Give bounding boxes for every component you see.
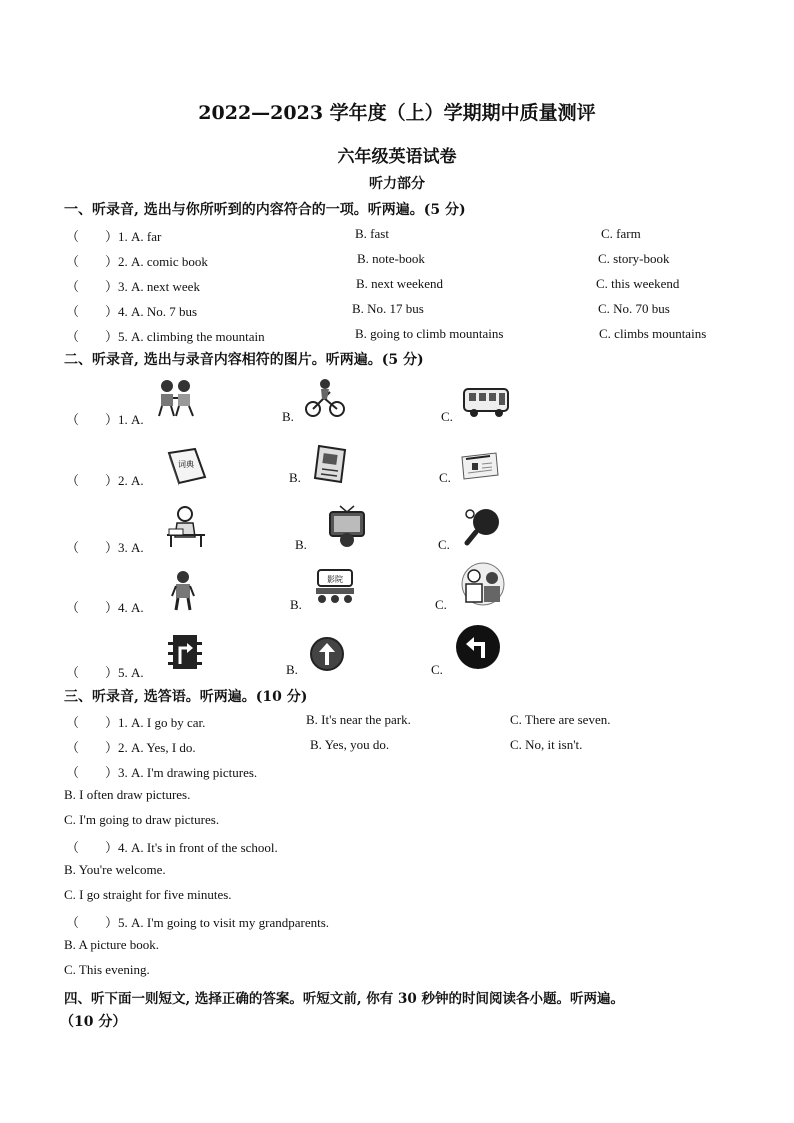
newspaper-icon	[460, 451, 500, 481]
s3-q4-c: C. I go straight for five minutes.	[64, 887, 232, 902]
s2-q3-b: B.	[295, 537, 307, 552]
s2-q1-b: B.	[282, 409, 294, 424]
bus-icon	[462, 386, 512, 418]
turn-left-sign-icon	[455, 624, 501, 670]
s3-q2-b: B. Yes, you do.	[310, 737, 390, 752]
cinema-icon	[314, 566, 356, 606]
s2-q2-label: （ ）2. A.	[66, 473, 144, 488]
part-label: 听力部分	[369, 176, 425, 192]
s3-q5-c: C. This evening.	[64, 962, 150, 977]
s3-q4-a: （ ）4. A. It's in front of the school.	[66, 840, 278, 855]
s1-q2-c: C. story-book	[598, 251, 670, 266]
s3-q2-c: C. No, it isn't.	[510, 737, 583, 752]
s1-q5-c: C. climbs mountains	[599, 326, 707, 341]
section4-heading: 四、听下面一则短文, 选择正确的答案。听短文前, 你有 30 秒钟的时间阅读各小题。听两遍。	[64, 991, 624, 1007]
dictionary-icon	[165, 447, 209, 487]
section1-heading: 一、听录音, 选出与你所听到的内容符合的一项。听两遍。(5 分)	[64, 202, 466, 218]
s3-q3-a: （ ）3. A. I'm drawing pictures.	[66, 765, 258, 780]
s1-q4-a: （ ）4. A. No. 7 bus	[66, 304, 198, 319]
girl-riding-bike-icon	[304, 378, 346, 418]
s2-q2-c: C.	[439, 470, 451, 485]
doctor-patient-icon	[458, 562, 508, 606]
s2-q4-b: B.	[290, 597, 302, 612]
cinema-word: 影院	[327, 575, 343, 584]
dictionary-word: 词典	[178, 460, 194, 469]
s2-q3-c: C.	[438, 537, 450, 552]
watching-tv-icon	[318, 502, 376, 548]
s1-q5-a: （ ）5. A. climbing the mountain	[66, 329, 265, 344]
s3-q1-a: （ ）1. A. I go by car.	[66, 715, 206, 730]
boy-standing-icon	[170, 570, 196, 612]
s1-q1-b: B. fast	[355, 226, 389, 241]
exam-subtitle: 六年级英语试卷	[337, 147, 457, 167]
section3-heading: 三、听录音, 选答语。听两遍。(10 分)	[64, 689, 308, 705]
s1-q3-c: C. this weekend	[596, 276, 680, 291]
s3-q3-c: C. I'm going to draw pictures.	[64, 812, 220, 827]
s2-q2-b: B.	[289, 470, 301, 485]
s2-q3-label: （ ）3. A.	[66, 540, 144, 555]
s1-q4-c: C. No. 70 bus	[598, 301, 670, 316]
s2-q1-c: C.	[441, 409, 453, 424]
girl-drawing-icon	[163, 505, 209, 549]
s1-q1-c: C. farm	[601, 226, 641, 241]
s1-q3-b: B. next weekend	[356, 276, 444, 291]
ping-pong-icon	[462, 506, 504, 546]
section2-heading: 二、听录音, 选出与录音内容相符的图片。听两遍。(5 分)	[64, 352, 424, 368]
page-title: 2022—2023 学年度（上）学期期中质量测评	[198, 102, 596, 124]
s3-q5-b: B. A picture book.	[64, 937, 159, 952]
s1-q1-a: （ ）1. A. far	[66, 229, 162, 244]
s2-q4-label: （ ）4. A.	[66, 600, 144, 615]
turn-right-sign-icon	[167, 634, 203, 670]
s3-q1-b: B. It's near the park.	[306, 712, 411, 727]
s2-q1-label: （ ）1. A.	[66, 412, 144, 427]
s2-q5-label: （ ）5. A.	[66, 665, 144, 680]
s2-q5-b: B.	[286, 662, 298, 677]
s1-q2-b: B. note-book	[357, 251, 425, 266]
s2-q5-c: C.	[431, 662, 443, 677]
s2-q4-c: C.	[435, 597, 447, 612]
go-straight-sign-icon	[309, 636, 345, 672]
s1-q2-a: （ ）2. A. comic book	[66, 254, 208, 269]
children-walking-icon	[155, 378, 197, 418]
s3-q3-b: B. I often draw pictures.	[64, 787, 191, 802]
s3-q4-b: B. You're welcome.	[64, 862, 166, 877]
section4-points: （10 分）	[60, 1014, 127, 1030]
s1-q5-b: B. going to climb mountains	[355, 326, 504, 341]
s3-q1-c: C. There are seven.	[510, 712, 611, 727]
s3-q5-a: （ ）5. A. I'm going to visit my grandparents.	[66, 915, 330, 930]
magazine-icon	[313, 444, 349, 484]
s3-q2-a: （ ）2. A. Yes, I do.	[66, 740, 196, 755]
s1-q4-b: B. No. 17 bus	[352, 301, 424, 316]
s1-q3-a: （ ）3. A. next week	[66, 279, 200, 294]
